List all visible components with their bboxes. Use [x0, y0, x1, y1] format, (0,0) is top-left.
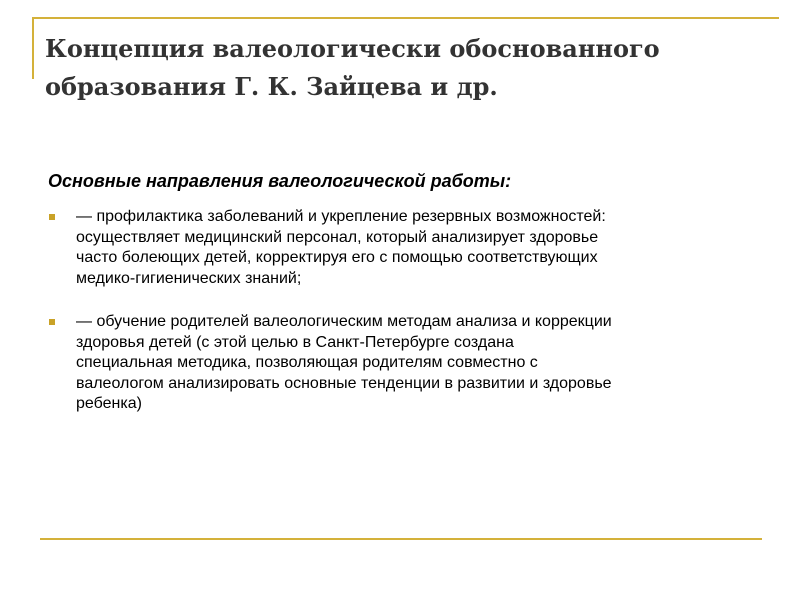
- list-item: [48, 312, 768, 415]
- bullet-text: — обучение родителей валеологическим методам анализа и коррекции здоровья детей (с этой целью в Санкт-Петербурге создана специальная методика, позволяющая родителям совместно с валеологом анализировать основные тенденции в развитии и здоровье ребенка): [76, 313, 612, 412]
- left-rule: [32, 17, 34, 79]
- slide-title: Концепция валеологически обоснованного образования Г. К. Зайцева и др.: [45, 34, 660, 101]
- square-bullet-icon: [49, 319, 55, 325]
- bullet-list: [48, 207, 768, 415]
- bullet-text: — профилактика заболеваний и укрепление резервных возможностей: осуществляет медицинский персонал, который анализирует здоровье часто болеющих детей, корректируя его с помощью соответствующих медико-гигиенических знаний;: [76, 208, 606, 287]
- bottom-rule: [40, 538, 762, 540]
- section-heading: Основные направления валеологической работы:: [48, 171, 512, 191]
- list-item: [48, 207, 768, 289]
- top-rule: [32, 17, 779, 19]
- square-bullet-icon: [49, 214, 55, 220]
